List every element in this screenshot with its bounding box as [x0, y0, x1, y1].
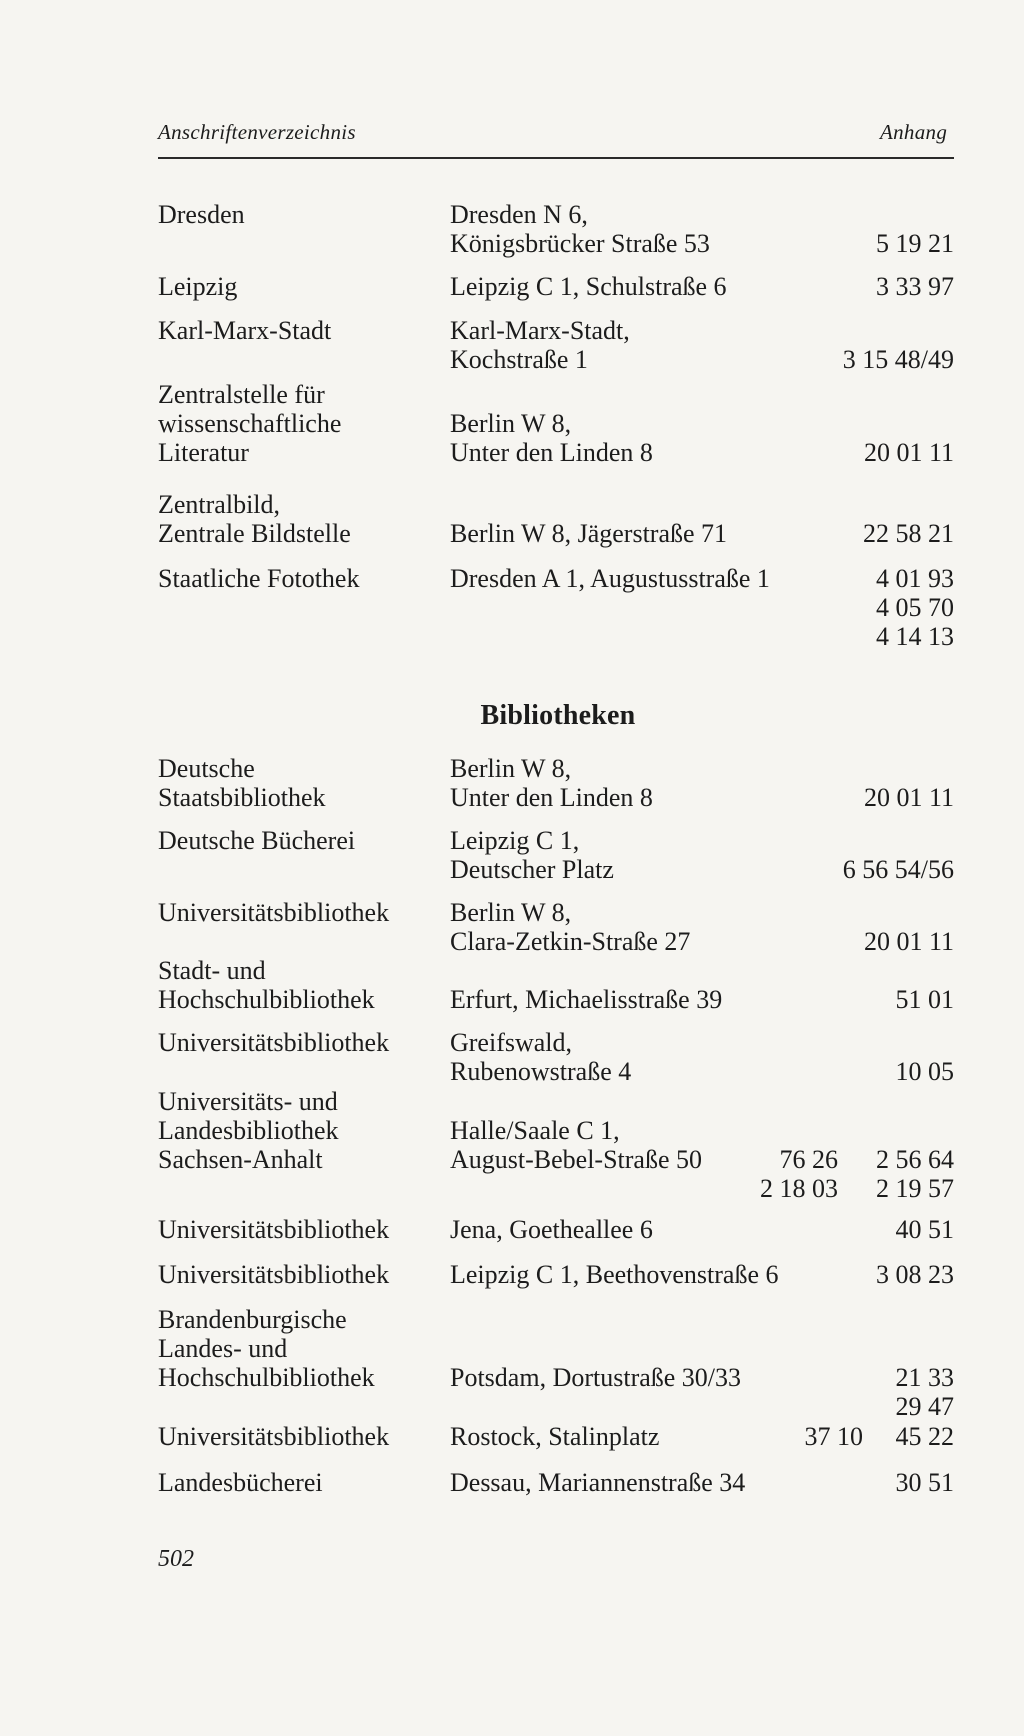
page-number: 502 — [158, 1546, 194, 1572]
phone-line: 4 01 93 — [876, 564, 954, 593]
name-line: Universitätsbibliothek — [158, 1215, 390, 1244]
phone-line: 2 56 64 — [876, 1145, 954, 1174]
address-line: Dessau, Mariannenstraße 34 — [450, 1468, 746, 1497]
phone-line — [774, 1116, 954, 1145]
name-line: Sachsen-Anhalt — [158, 1145, 323, 1174]
address-line: Dresden A 1, Augustusstraße 1 — [450, 564, 770, 593]
address-line: Potsdam, Dortustraße 30/33 — [450, 1363, 742, 1392]
phone-line — [774, 1028, 954, 1057]
phone-line: 4 14 13 — [876, 622, 954, 651]
phone-line — [774, 409, 954, 438]
name-line: Dresden — [158, 200, 245, 229]
address-line: Berlin W 8, — [450, 754, 572, 783]
phone-line — [774, 1305, 954, 1334]
name-line: Deutsche — [158, 754, 255, 783]
phone-line: 2 19 57 — [876, 1174, 954, 1203]
name-line: Leipzig — [158, 272, 238, 301]
address-line: Jena, Goetheallee 6 — [450, 1215, 653, 1244]
phone-line: 51 01 — [895, 985, 954, 1014]
entry-phone — [774, 272, 954, 301]
phone-line: 3 08 23 — [876, 1260, 954, 1289]
address-line: Kochstraße 1 — [450, 345, 588, 374]
address-line: Leipzig C 1, Beethovenstraße 6 — [450, 1260, 779, 1289]
phone-line: 2 18 03 — [760, 1174, 838, 1203]
entry-name — [158, 1028, 438, 1057]
entry-name — [158, 1260, 438, 1289]
name-line: Deutsche Bücherei — [158, 826, 356, 855]
phone-line: 76 26 — [779, 1145, 838, 1174]
phone-line: 6 56 54/56 — [842, 855, 954, 884]
address-line: Greifswald, — [450, 1028, 573, 1057]
name-line: Landesbücherei — [158, 1468, 323, 1497]
entry-phone — [774, 754, 954, 812]
phone-line — [774, 1087, 954, 1116]
phone-line: 20 01 11 — [863, 927, 954, 956]
running-header-right: Anhang — [880, 120, 948, 144]
address-line: Unter den Linden 8 — [450, 438, 653, 467]
entry-name — [158, 826, 438, 855]
entry-name — [158, 380, 438, 467]
entry-phone — [774, 956, 954, 1014]
entry-name — [158, 898, 438, 927]
phone-line — [774, 956, 954, 985]
name-line: Hochschulbibliothek — [158, 1363, 375, 1392]
name-line: Staatliche Fotothek — [158, 564, 360, 593]
address-line: Clara-Zetkin-Straße 27 — [450, 927, 691, 956]
section-title-bibliotheken — [158, 700, 954, 732]
address-line: Leipzig C 1, Schulstraße 6 — [450, 272, 727, 301]
name-line: wissenschaftliche — [158, 409, 342, 438]
phone-line: 22 58 21 — [863, 519, 954, 548]
entry-phone — [774, 1305, 954, 1421]
entry-name — [158, 1422, 438, 1451]
entry-name — [158, 1305, 438, 1392]
running-header-left: Anschriftenverzeichnis — [158, 120, 356, 144]
address-line: Karl-Marx-Stadt, — [450, 316, 630, 345]
entry-name — [158, 316, 438, 345]
name-line: Universitätsbibliothek — [158, 1028, 390, 1057]
name-line: Zentralstelle für — [158, 380, 325, 409]
entry-phone — [774, 380, 954, 467]
name-line: Universitätsbibliothek — [158, 1422, 390, 1451]
address-line: August-Bebel-Straße 50 — [450, 1145, 703, 1174]
phone-line: 4 05 70 — [876, 593, 954, 622]
entry-phone — [774, 1260, 954, 1289]
entry-phone — [774, 826, 954, 884]
phone-line — [774, 380, 954, 409]
phone-line: 37 10 — [804, 1422, 863, 1451]
header-rule — [158, 157, 954, 159]
name-line: Zentralbild, — [158, 490, 281, 519]
entry-phone — [774, 564, 954, 651]
phone-line: 10 05 — [895, 1057, 954, 1086]
name-line: Universitätsbibliothek — [158, 1260, 390, 1289]
entry-phone — [774, 1422, 954, 1451]
name-line: Brandenburgische — [158, 1305, 347, 1334]
name-line: Literatur — [158, 438, 249, 467]
entry-name — [158, 1215, 438, 1244]
entry-name — [158, 754, 438, 812]
address-line: Berlin W 8, Jägerstraße 71 — [450, 519, 728, 548]
name-line: Landesbibliothek — [158, 1116, 339, 1145]
address-line: Dresden N 6, — [450, 200, 588, 229]
phone-line: 3 33 97 — [876, 272, 954, 301]
address-line: Erfurt, Michaelisstraße 39 — [450, 985, 723, 1014]
name-line: Landes- und — [158, 1334, 288, 1363]
address-line: Rubenowstraße 4 — [450, 1057, 632, 1086]
phone-line: 5 19 21 — [876, 229, 954, 258]
name-line: Karl-Marx-Stadt — [158, 316, 332, 345]
entry-phone — [774, 1468, 954, 1497]
entry-name — [158, 490, 438, 548]
name-line: Universitäts- und — [158, 1087, 338, 1116]
phone-line — [774, 1334, 954, 1363]
entry-phone — [774, 1215, 954, 1244]
phone-line: 30 51 — [895, 1468, 954, 1497]
address-line: Deutscher Platz — [450, 855, 614, 884]
name-line: Staatsbibliothek — [158, 783, 326, 812]
entry-phone — [774, 316, 954, 374]
name-line: Universitätsbibliothek — [158, 898, 390, 927]
entry-phone — [774, 200, 954, 258]
address-line: Unter den Linden 8 — [450, 783, 653, 812]
entry-name — [158, 272, 438, 301]
entry-phone — [774, 1028, 954, 1086]
entry-name — [158, 200, 438, 229]
phone-line — [774, 316, 954, 345]
phone-line: 21 33 — [895, 1363, 954, 1392]
name-line: Zentrale Bildstelle — [158, 519, 351, 548]
phone-line — [774, 826, 954, 855]
phone-line: 20 01 11 — [863, 783, 954, 812]
phone-line — [774, 490, 954, 519]
entry-name — [158, 564, 438, 593]
address-line: Königsbrücker Straße 53 — [450, 229, 710, 258]
entry-phone — [774, 898, 954, 956]
phone-line: 3 15 48/49 — [842, 345, 954, 374]
phone-line: 45 22 — [895, 1422, 954, 1451]
phone-line — [774, 898, 954, 927]
phone-line — [774, 200, 954, 229]
name-line: Hochschulbibliothek — [158, 985, 375, 1014]
address-line: Halle/Saale C 1, — [450, 1116, 620, 1145]
address-line: Berlin W 8, — [450, 898, 572, 927]
phone-line — [774, 754, 954, 783]
address-line: Berlin W 8, — [450, 409, 572, 438]
address-line: Leipzig C 1, — [450, 826, 580, 855]
phone-line: 20 01 11 — [863, 438, 954, 467]
section-title-text: Bibliotheken — [480, 700, 636, 731]
phone-line: 40 51 — [895, 1215, 954, 1244]
name-line: Stadt- und — [158, 956, 266, 985]
entry-name — [158, 1468, 438, 1497]
phone-line: 29 47 — [895, 1392, 954, 1421]
address-line: Rostock, Stalinplatz — [450, 1422, 660, 1451]
entry-name — [158, 956, 438, 1014]
entry-name — [158, 1087, 438, 1174]
entry-phone — [774, 1087, 954, 1203]
entry-phone — [774, 490, 954, 548]
